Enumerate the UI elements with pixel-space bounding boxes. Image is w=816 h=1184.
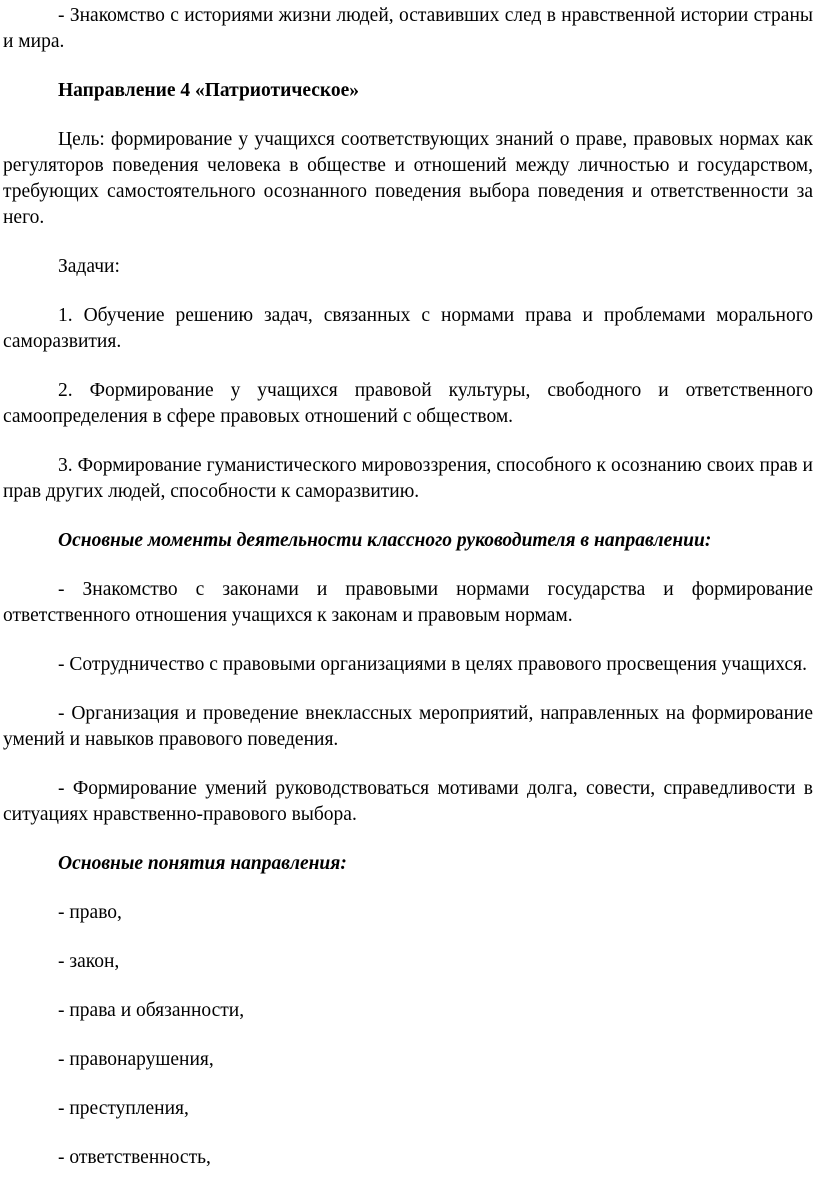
task-item: 3. Формирование гуманистического мировоззрения, способного к осознанию своих прав и прав других людей, способности к саморазвитию. — [3, 455, 813, 502]
concept-item: - правонарушения, — [58, 1049, 214, 1070]
direction-title: Направление 4 «Патриотическое» — [58, 80, 360, 101]
document-page — [3, 3, 813, 1171]
concept-item: - права и обязанности, — [58, 1000, 245, 1021]
activity-item: - Организация и проведение внеклассных мероприятий, направленных на формирование умений и навыков правового поведения. — [3, 703, 813, 750]
task-item: 2. Формирование у учащихся правовой культуры, свободного и ответственного самоопределения в сфере правовых отношений с обществом. — [3, 380, 813, 427]
activity-item: - Формирование умений руководствоваться мотивами долга, совести, справедливости в ситуациях нравственно-правового выбора. — [3, 778, 813, 825]
tasks-label: Задачи: — [58, 256, 120, 277]
activity-item: - Сотрудничество с правовыми организациями в целях правового просвещения учащихся. — [58, 654, 807, 675]
concept-item: - преступления, — [58, 1098, 189, 1119]
concept-item: - ответственность, — [58, 1147, 211, 1168]
activity-item: - Знакомство с законами и правовыми нормами государства и формирование ответственного отношения учащихся к законам и правовым нормам. — [3, 579, 813, 626]
intro-paragraph: - Знакомство с историями жизни людей, оставивших след в нравственной истории страны и мира. — [3, 5, 813, 52]
concepts-heading: Основные понятия направления: — [58, 853, 347, 874]
goal-paragraph: Цель: формирование у учащихся соответствующих знаний о праве, правовых нормах как регуляторов поведения человека в обществе и отношений между личностью и государством, требующих самостоятельного осознанного поведения выбора поведения и ответственности за него. — [3, 129, 813, 228]
activities-heading: Основные моменты деятельности классного руководителя в направлении: — [58, 530, 712, 551]
concept-item: - право, — [58, 902, 122, 923]
task-item: 1. Обучение решению задач, связанных с нормами права и проблемами морального саморазвития. — [3, 305, 813, 352]
concept-item: - закон, — [58, 951, 120, 972]
